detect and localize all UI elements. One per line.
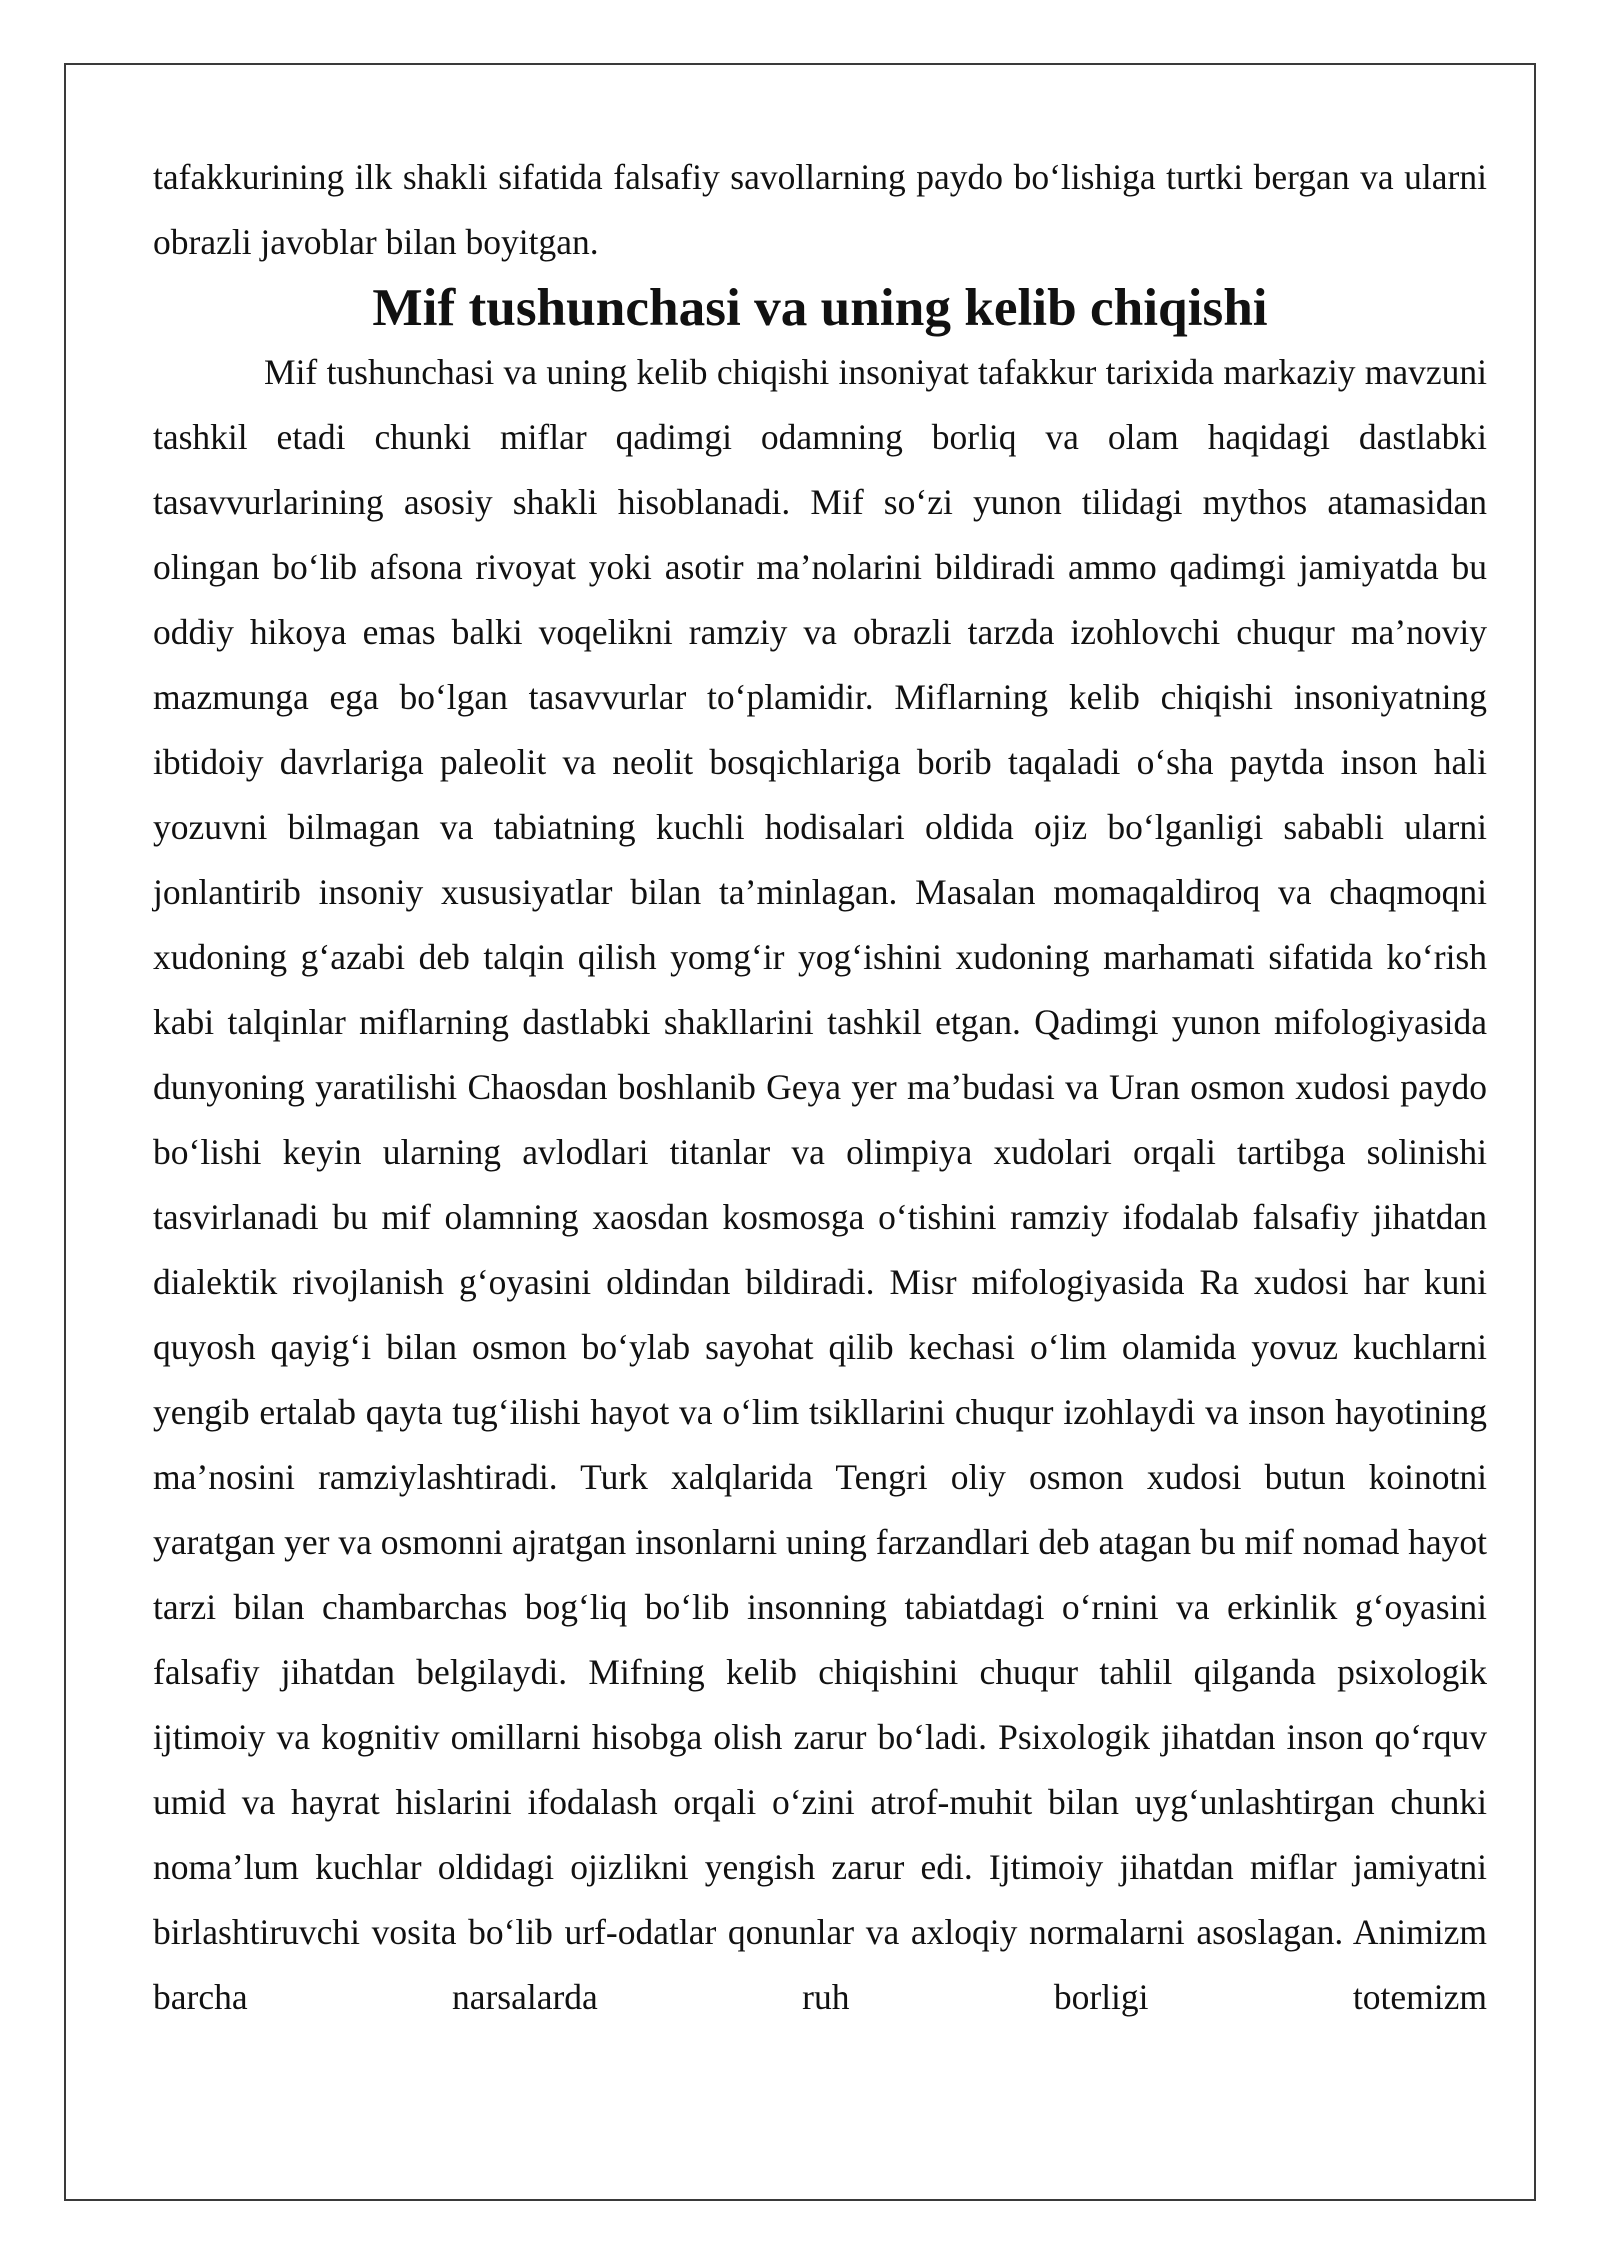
document-body	[153, 145, 1487, 2030]
body-paragraph: Mif tushunchasi va uning kelib chiqishi insoniyat tafakkur tarixida markaziy mavzuni tashkil etadi chunki miflar qadimgi odamning borliq va olam haqidagi dastlabki tasavvurlarining asosiy shakli hisoblanadi. Mif so‘zi yunon tilidagi mythos atamasidan olingan bo‘lib afsona rivoyat yoki asotir ma’nolarini bildiradi ammo qadimgi jamiyatda bu oddiy hikoya emas balki voqelikni ramziy va obrazli tarzda izohlovchi chuqur ma’noviy mazmunga ega bo‘lgan tasavvurlar to‘plamidir. Miflarning kelib chiqishi insoniyatning ibtidoiy davrlariga paleolit va neolit bosqichlariga borib taqaladi o‘sha paytda inson hali yozuvni bilmagan va tabiatning kuchli hodisalari oldida ojiz bo‘lganligi sababli ularni jonlantirib insoniy xususiyatlar bilan ta’minlagan. Masalan momaqaldiroq va chaqmoqni xudoning g‘azabi deb talqin qilish yomg‘ir yog‘ishini xudoning marhamati sifatida ko‘rish kabi talqinlar miflarning dastlabki shakllarini tashkil etgan. Qadimgi yunon mifologiyasida dunyoning yaratilishi Chaosdan boshlanib Geya yer ma’budasi va Uran osmon xudosi paydo bo‘lishi keyin ularning avlodlari titanlar va olimpiya xudolari orqali tartibga solinishi tasvirlanadi bu mif olamning xaosdan kosmosga o‘tishini ramziy ifodalab falsafiy jihatdan dialektik rivojlanish g‘oyasini oldindan bildiradi. Misr mifologiyasida Ra xudosi har kuni quyosh qayig‘i bilan osmon bo‘ylab sayohat qilib kechasi o‘lim olamida yovuz kuchlarni yengib ertalab qayta tug‘ilishi hayot va o‘lim tsikllarini chuqur izohlaydi va inson hayotining ma’nosini ramziylashtiradi. Turk xalqlarida Tengri oliy osmon xudosi butun koinotni yaratgan yer va osmonni ajratgan insonlarni uning farzandlari deb atagan bu mif nomad hayot tarzi bilan chambarchas bog‘liq bo‘lib insonning tabiatdagi o‘rnini va erkinlik g‘oyasini falsafiy jihatdan belgilaydi. Mifning kelib chiqishini chuqur tahlil qilganda psixologik ijtimoiy va kognitiv omillarni hisobga olish zarur bo‘ladi. Psixologik jihatdan inson qo‘rquv umid va hayrat hislarini ifodalash orqali o‘zini atrof-muhit bilan uyg‘unlashtirgan chunki noma’lum kuchlar oldidagi ojizlikni yengish zarur edi. Ijtimoiy jihatdan miflar jamiyatni birlashtiruvchi vosita bo‘lib urf-odatlar qonunlar va axloqiy normalarni asoslagan. Animizm barcha narsalarda ruh borligi totemizm	[153, 352, 1487, 2017]
section-heading: Mif tushunchasi va uning kelib chiqishi	[372, 278, 1268, 337]
intro-paragraph: tafakkurining ilk shakli sifatida falsafiy savollarning paydo bo‘lishiga turtki bergan va ularni obrazli javoblar bilan boyitgan.	[153, 157, 1487, 262]
